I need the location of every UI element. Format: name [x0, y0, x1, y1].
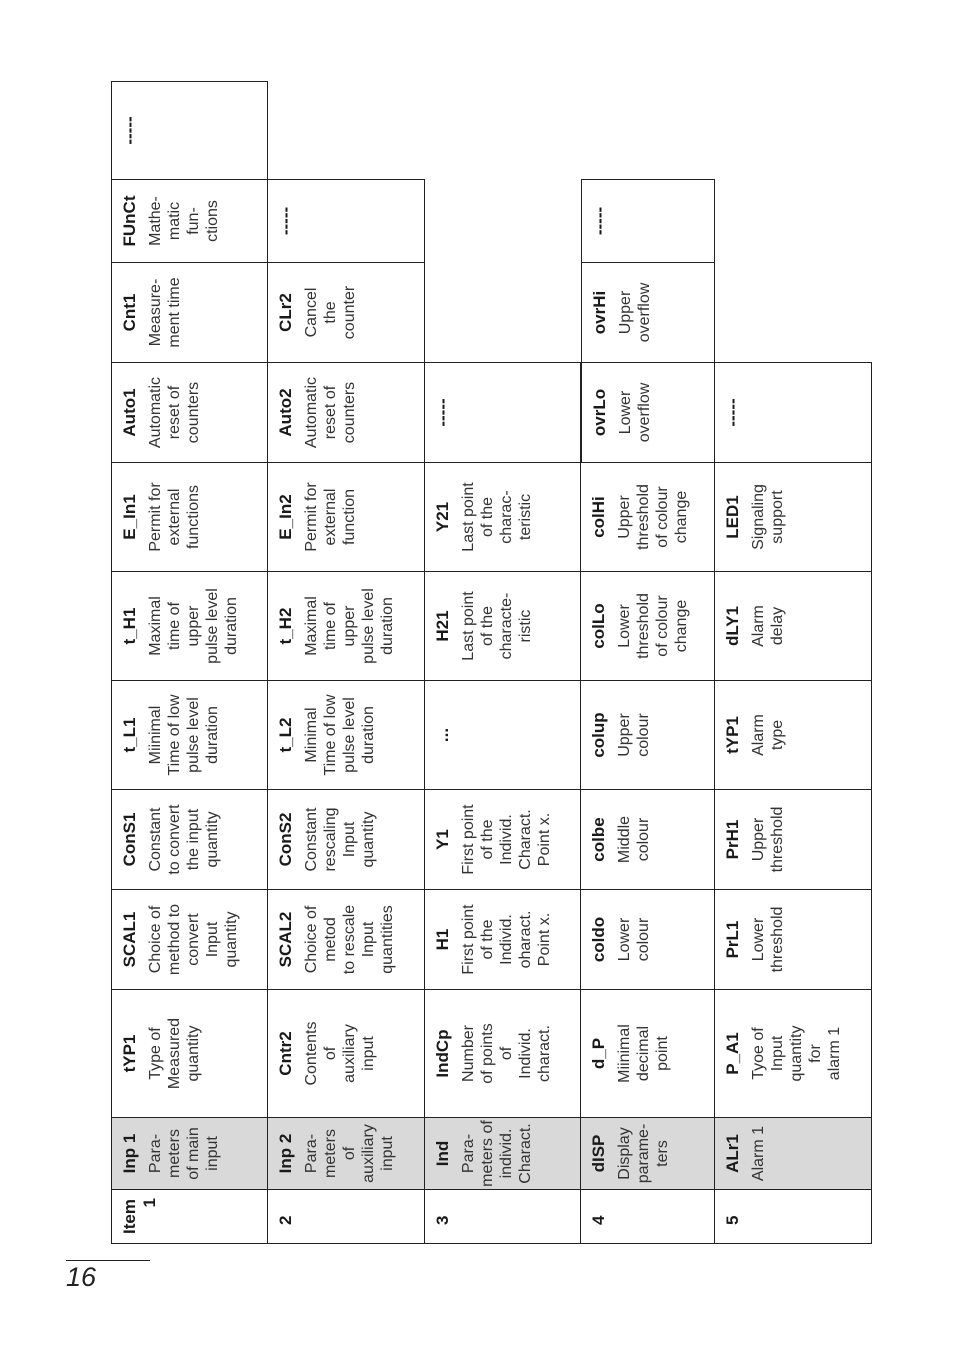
parameter-description: Alarm 1 [750, 1125, 767, 1182]
group-cell [111, 1117, 268, 1189]
table-row [111, 81, 268, 1244]
parameter-description: Lower threshold [750, 906, 786, 973]
parameter-description: First point of the Individ. oharact. Point x. [460, 904, 553, 975]
parameter-cell [111, 362, 268, 462]
parameter-description: Para- meters of auxiliary input [303, 1124, 396, 1183]
parameter-code: PrL1 [723, 920, 742, 959]
item-number: 5 [723, 1215, 742, 1225]
parameter-code: H1 [433, 928, 452, 951]
parameter-code: ----- [433, 398, 452, 427]
table-row [715, 81, 872, 1244]
parameter-cell [581, 989, 715, 1117]
parameter-code: ConS2 [276, 812, 295, 867]
parameter-cell [715, 989, 872, 1117]
parameter-code: colLo [589, 603, 608, 649]
parameter-cell [268, 362, 425, 462]
parameter-code: ----- [590, 206, 609, 236]
parameter-cell [581, 789, 715, 889]
item-cell [581, 1189, 715, 1244]
parameter-description: Para- meters of individ. Charact. [460, 1120, 534, 1187]
parameter-cell [268, 571, 425, 680]
parameter-description: Measure- ment time [147, 277, 183, 348]
parameter-description: Last point of the charac- teristic [460, 482, 534, 552]
parameter-code: ----- [723, 398, 742, 427]
parameter-cell [581, 680, 715, 789]
parameter-code: PrH1 [723, 819, 742, 860]
item-header: Item [120, 1199, 139, 1234]
parameter-cell [111, 81, 268, 179]
parameter-cell [111, 462, 268, 571]
parameter-cell [581, 889, 715, 989]
group-cell [268, 1117, 425, 1189]
parameter-code: ----- [120, 116, 139, 145]
parameter-code: P_A1 [723, 1032, 742, 1075]
parameter-cell [111, 680, 268, 789]
parameter-code: CLr2 [276, 293, 295, 332]
parameter-code: SCAL2 [276, 911, 295, 968]
parameter-code: E_In2 [276, 494, 295, 540]
parameter-code: H21 [433, 610, 452, 642]
group-cell [715, 1117, 872, 1189]
parameter-description: Tyoe of Input quantity for alarm 1 [750, 1025, 843, 1082]
parameter-description: Choice of method to convert Input quantity [147, 903, 240, 976]
table-row [581, 81, 715, 1244]
parameter-code: dISP [589, 1134, 608, 1173]
parameter-code: ALr1 [723, 1134, 742, 1173]
group-cell [425, 1117, 581, 1189]
parameter-description: Lower overflow [617, 382, 653, 443]
parameter-code: E_In1 [120, 494, 139, 540]
parameter-code: SCAL1 [120, 911, 139, 968]
parameter-code: t_H1 [120, 607, 139, 645]
parameter-code: Inp 2 [276, 1133, 295, 1174]
parameter-code: FUnCt [120, 195, 139, 247]
parameter-cell [425, 889, 581, 989]
page-number-rule [66, 1260, 150, 1261]
parameter-description: Maximal time of upper pulse level duration [147, 588, 240, 664]
parameter-cell [581, 362, 715, 462]
table-row [268, 81, 425, 1244]
parameter-cell [581, 262, 715, 362]
parameter-code: t_L1 [120, 717, 139, 753]
parameter-description: Miinimal decimal point [616, 1024, 671, 1083]
parameter-description: Lower colour [616, 917, 652, 962]
parameter-description: Mathe- matic fun- ctions [147, 196, 221, 246]
parameter-cell [268, 789, 425, 889]
parameter-description: Miinimal Time of low pulse level duration [147, 694, 221, 776]
parameter-cell [111, 262, 268, 362]
parameter-cell [581, 179, 715, 262]
parameter-cell [268, 989, 425, 1117]
parameter-code: Auto2 [276, 388, 295, 437]
page-number: 16 [66, 1262, 97, 1292]
parameter-code: colbe [589, 817, 608, 862]
parameter-description: Constant rescaling Input quantity [303, 807, 377, 872]
item-number: 1 [140, 1198, 159, 1208]
parameter-cell [581, 571, 715, 680]
item-cell [111, 1189, 268, 1244]
parameter-code: ... [433, 727, 452, 743]
parameter-description: Choice of metod to rescale Input quantities [303, 904, 396, 975]
parameter-cell [425, 680, 581, 789]
parameter-table [111, 81, 872, 1244]
parameter-description: Cancel the counter [303, 285, 358, 340]
parameter-description: Permit for external functions [147, 482, 202, 552]
parameter-description: Lower threshold of colour change [616, 593, 690, 659]
parameter-cell [111, 179, 268, 262]
parameter-cell [715, 789, 872, 889]
parameter-code: Inp 1 [120, 1133, 139, 1174]
parameter-code: ovrLo [590, 388, 609, 437]
parameter-description: Upper overflow [617, 282, 653, 343]
parameter-cell [268, 179, 425, 262]
parameter-cell [425, 989, 581, 1117]
parameter-description: First point of the Individ. Charact. Point x. [460, 804, 553, 875]
parameter-cell [111, 989, 268, 1117]
parameter-cell [425, 362, 581, 462]
parameter-description: Minimal Time of low pulse level duration [303, 694, 377, 776]
parameter-description: Last point of the characte- ristic [460, 591, 534, 661]
parameter-cell [268, 680, 425, 789]
parameter-code: dLY1 [723, 606, 742, 647]
parameter-code: tYP1 [120, 1034, 139, 1073]
parameter-description: Maximal time of upper pulse level duration [303, 588, 396, 664]
parameter-cell [268, 889, 425, 989]
item-number: 4 [589, 1215, 608, 1225]
parameter-description: Alarm type [750, 714, 786, 756]
parameter-code: LED1 [723, 495, 742, 539]
parameter-cell [425, 462, 581, 571]
parameter-code: coldo [589, 916, 608, 963]
parameter-code: t_H2 [276, 607, 295, 645]
parameter-code: Cnt1 [120, 293, 139, 332]
parameter-cell [425, 571, 581, 680]
parameter-description: Display parame- ters [616, 1123, 671, 1184]
parameter-cell [715, 889, 872, 989]
parameter-code: Ind [433, 1140, 452, 1167]
parameter-description: Alarm delay [750, 605, 786, 647]
parameter-cell [268, 262, 425, 362]
parameter-description: Signaling support [750, 484, 786, 550]
item-cell [715, 1189, 872, 1244]
parameter-code: Cntr2 [276, 1031, 295, 1076]
parameter-description: Upper threshold [750, 806, 786, 873]
parameter-cell [715, 362, 872, 462]
parameter-code: colHi [589, 496, 608, 538]
parameter-code: ----- [276, 206, 295, 236]
parameter-code: tYP1 [723, 716, 742, 754]
item-cell [268, 1189, 425, 1244]
parameter-cell [581, 462, 715, 571]
parameter-description: Middle colour [616, 815, 652, 864]
parameter-code: colup [589, 712, 608, 758]
parameter-description: Para- meters of main input [147, 1127, 221, 1180]
parameter-cell [268, 462, 425, 571]
parameter-description: Contents of auxiliary input [303, 1021, 377, 1086]
item-cell [425, 1189, 581, 1244]
item-number: 3 [433, 1215, 452, 1225]
parameter-code: ovrHi [590, 290, 609, 335]
parameter-cell [111, 789, 268, 889]
parameter-description: Number of points of Individ. charact. [460, 1023, 553, 1084]
parameter-code: Auto1 [120, 388, 139, 437]
parameter-code: IndCp [433, 1029, 452, 1078]
table-row [425, 81, 581, 1244]
parameter-cell [715, 571, 872, 680]
parameter-code: Y21 [433, 501, 452, 533]
parameter-cell [111, 889, 268, 989]
parameter-description: Type of Measured quantity [147, 1017, 202, 1090]
parameter-description: Permit for external function [303, 482, 358, 552]
parameter-cell [715, 680, 872, 789]
parameter-code: d_P [589, 1037, 608, 1070]
parameter-description: Upper colour [616, 713, 652, 757]
group-cell [581, 1117, 715, 1189]
parameter-code: ConS1 [120, 812, 139, 867]
item-number: 2 [276, 1215, 295, 1225]
parameter-code: t_L2 [276, 717, 295, 753]
parameter-description: Automatic reset of counters [147, 376, 202, 449]
parameter-description: Automatic reset of counters [303, 376, 358, 449]
parameter-code: Y1 [433, 829, 452, 850]
parameter-cell [715, 462, 872, 571]
parameter-description: Constant to convert the input quantity [147, 804, 221, 875]
parameter-cell [425, 789, 581, 889]
parameter-cell [111, 571, 268, 680]
parameter-description: Upper threshold of colour change [616, 484, 690, 550]
